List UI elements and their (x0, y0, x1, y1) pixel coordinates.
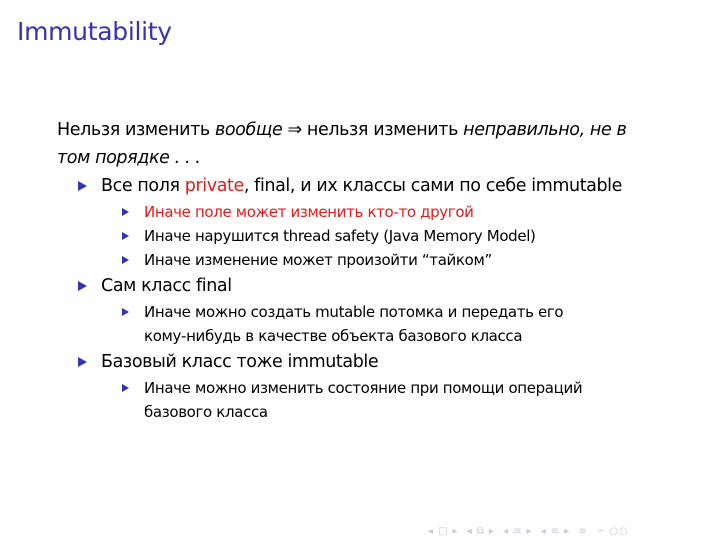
sub-item-text: Иначе поле может изменить кто-то другой (144, 203, 474, 221)
item-text: Все поля (101, 176, 185, 196)
sub-bullet-item (57, 224, 677, 248)
triangle-bullet-icon (78, 357, 87, 367)
triangle-bullet-icon (78, 281, 87, 291)
triangle-bullet-icon (78, 181, 87, 191)
sub-item-text: Иначе изменение может произойти “тайком” (144, 251, 492, 269)
subsection2-icon: ≡ (550, 526, 561, 537)
beamer-navigation-bar (428, 526, 633, 537)
bullet-item-fields (57, 172, 677, 200)
item-text-rest: , final, и их классы сами по себе immutable (243, 176, 623, 196)
slide-body (57, 116, 677, 424)
subsection-prev-icon[interactable]: ◂ (466, 526, 473, 537)
zoom-icon[interactable]: ○○ (609, 526, 629, 537)
intro-paragraph (57, 116, 677, 172)
intro-emph-3: том порядке . . . (57, 148, 201, 168)
sub-item-text-cont: кому-нибудь в качестве объекта базового класса (144, 327, 523, 345)
sub-item-text: Иначе можно создать mutable потомка и передать его (144, 303, 564, 321)
triangle-bullet-icon (122, 256, 129, 264)
sub-bullet-item (57, 200, 677, 224)
triangle-bullet-icon (122, 232, 129, 240)
frame-next-icon[interactable]: ▸ (452, 526, 459, 537)
sub-item-text: Иначе нарушится thread safety (Java Memory Model) (144, 227, 536, 245)
frame-prev-icon[interactable]: ◂ (428, 526, 435, 537)
triangle-bullet-icon (122, 208, 129, 216)
slide-title: Immutability (17, 17, 172, 46)
frame-icon: □ (438, 526, 449, 537)
sub-item-text-cont: базового класса (144, 403, 268, 421)
item-text: Сам класс final (101, 276, 232, 296)
triangle-bullet-icon (122, 308, 129, 316)
item-highlight: private (184, 176, 244, 196)
intro-emph-2: неправильно, не в (463, 120, 627, 140)
section-next-icon[interactable]: ▸ (526, 526, 533, 537)
intro-text-1: Нельзя изменить (57, 120, 215, 140)
sub-item-text: Иначе можно изменить состояние при помощи операций (144, 379, 583, 397)
subsection-icon: ⧉ (476, 526, 485, 537)
section-icon: ≡ (513, 526, 523, 537)
subsection-prev2-icon[interactable]: ◂ (540, 526, 547, 537)
subsection-next2-icon[interactable]: ▸ (564, 526, 571, 537)
sub-bullet-item (57, 248, 677, 272)
triangle-bullet-icon (122, 384, 129, 392)
item-text: Базовый класс тоже immutable (101, 352, 379, 372)
sub-bullet-item (57, 376, 677, 424)
align-icon[interactable]: ≡ (578, 526, 588, 537)
subsection-next-icon[interactable]: ▸ (488, 526, 495, 537)
section-prev-icon[interactable]: ◂ (503, 526, 510, 537)
intro-text-2: ⇒ нельзя изменить (282, 120, 464, 140)
bullet-item-class-final (57, 272, 677, 300)
bullet-item-base-class (57, 348, 677, 376)
intro-emph-1: вообще (214, 120, 283, 140)
sub-bullet-item (57, 300, 677, 348)
search-icon[interactable]: ∽ (595, 526, 606, 537)
